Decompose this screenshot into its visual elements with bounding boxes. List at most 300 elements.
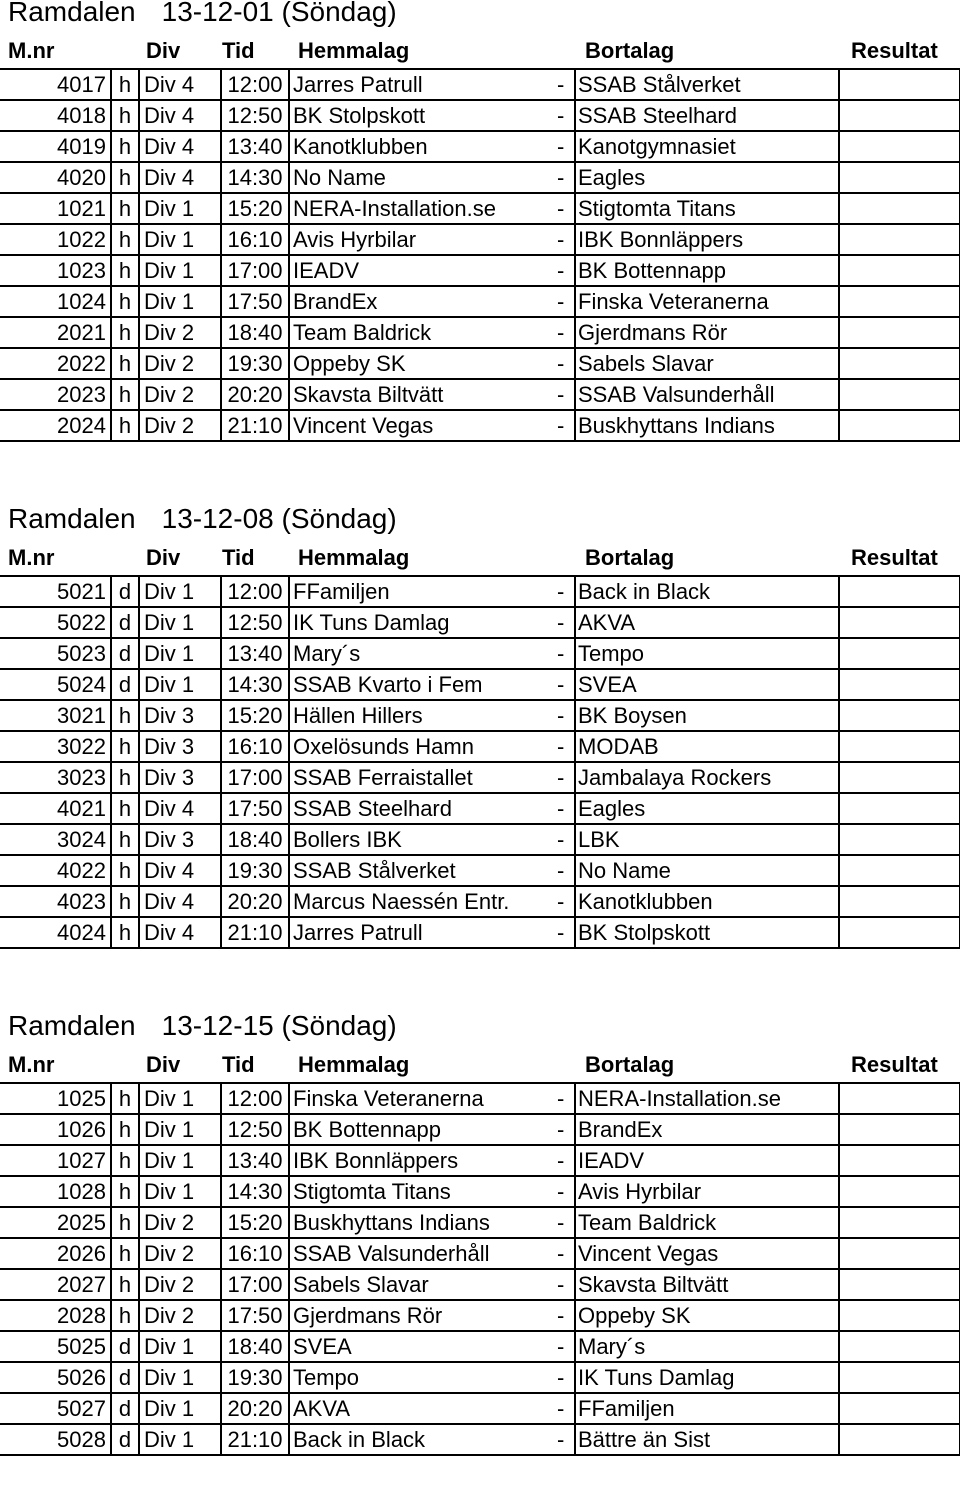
game-number: 1024 — [0, 286, 111, 317]
table-row — [0, 855, 960, 886]
game-time: 17:00 — [221, 762, 289, 793]
game-time: 19:30 — [221, 1362, 289, 1393]
table-row — [0, 1238, 960, 1269]
game-time: 20:20 — [221, 886, 289, 917]
separator: - — [553, 917, 575, 948]
home-team: Jarres Patrull — [289, 917, 553, 948]
away-team: MODAB — [575, 731, 839, 762]
venue-name: Ramdalen — [8, 503, 136, 534]
game-type: h — [111, 1083, 139, 1114]
header-hemmalag: Hemmalag — [298, 1052, 410, 1077]
separator: - — [553, 1331, 575, 1362]
game-time: 16:10 — [221, 1238, 289, 1269]
result-cell — [839, 1362, 960, 1393]
table-row — [0, 886, 960, 917]
game-number: 2025 — [0, 1207, 111, 1238]
games-table — [0, 1082, 960, 1456]
game-number: 1023 — [0, 255, 111, 286]
game-number: 2024 — [0, 410, 111, 441]
separator: - — [553, 700, 575, 731]
division: Div 1 — [139, 1393, 221, 1424]
division: Div 1 — [139, 1083, 221, 1114]
game-time: 17:50 — [221, 286, 289, 317]
table-row — [0, 193, 960, 224]
table-row — [0, 348, 960, 379]
game-time: 21:10 — [221, 410, 289, 441]
division: Div 3 — [139, 762, 221, 793]
games-table — [0, 575, 960, 949]
separator: - — [553, 1238, 575, 1269]
result-cell — [839, 379, 960, 410]
table-row — [0, 131, 960, 162]
header-resultat: Resultat — [851, 1052, 938, 1077]
table-row — [0, 576, 960, 607]
game-type: h — [111, 1114, 139, 1145]
home-team: BrandEx — [289, 286, 553, 317]
game-time: 20:20 — [221, 1393, 289, 1424]
game-time: 15:20 — [221, 1207, 289, 1238]
home-team: AKVA — [289, 1393, 553, 1424]
game-type: d — [111, 576, 139, 607]
result-cell — [839, 1238, 960, 1269]
home-team: BK Bottennapp — [289, 1114, 553, 1145]
header-bortalag: Bortalag — [585, 1052, 675, 1077]
game-time: 17:00 — [221, 1269, 289, 1300]
game-time: 13:40 — [221, 638, 289, 669]
separator: - — [553, 607, 575, 638]
home-team: Marcus Naessén Entr. — [289, 886, 553, 917]
game-number: 4020 — [0, 162, 111, 193]
separator: - — [553, 410, 575, 441]
game-time: 12:00 — [221, 69, 289, 100]
division: Div 3 — [139, 700, 221, 731]
separator: - — [553, 669, 575, 700]
table-row — [0, 1145, 960, 1176]
game-time: 21:10 — [221, 917, 289, 948]
home-team: Hällen Hillers — [289, 700, 553, 731]
away-team: Kanotgymnasiet — [575, 131, 839, 162]
away-team: Eagles — [575, 793, 839, 824]
game-type: h — [111, 131, 139, 162]
home-team: Mary´s — [289, 638, 553, 669]
separator: - — [553, 638, 575, 669]
result-cell — [839, 1176, 960, 1207]
table-row — [0, 638, 960, 669]
away-team: BK Bottennapp — [575, 255, 839, 286]
result-cell — [839, 731, 960, 762]
table-row — [0, 1176, 960, 1207]
home-team: Gjerdmans Rör — [289, 1300, 553, 1331]
game-number: 1021 — [0, 193, 111, 224]
home-team: IBK Bonnläppers — [289, 1145, 553, 1176]
away-team: Stigtomta Titans — [575, 193, 839, 224]
division: Div 4 — [139, 917, 221, 948]
game-type: h — [111, 286, 139, 317]
table-row — [0, 762, 960, 793]
header-nr: M.nr — [8, 1052, 55, 1077]
away-team: Tempo — [575, 638, 839, 669]
division: Div 2 — [139, 410, 221, 441]
date-label: 13-12-08 (Söndag) — [161, 503, 397, 534]
separator: - — [553, 1393, 575, 1424]
result-cell — [839, 69, 960, 100]
venue-name: Ramdalen — [8, 1010, 136, 1041]
result-cell — [839, 1083, 960, 1114]
result-cell — [839, 317, 960, 348]
game-type: h — [111, 224, 139, 255]
table-row — [0, 410, 960, 441]
table-row — [0, 824, 960, 855]
home-team: BK Stolpskott — [289, 100, 553, 131]
away-team: Team Baldrick — [575, 1207, 839, 1238]
game-time: 14:30 — [221, 162, 289, 193]
home-team: Tempo — [289, 1362, 553, 1393]
away-team: Buskhyttans Indians — [575, 410, 839, 441]
home-team: Avis Hyrbilar — [289, 224, 553, 255]
game-time: 12:50 — [221, 1114, 289, 1145]
game-number: 4018 — [0, 100, 111, 131]
division: Div 1 — [139, 224, 221, 255]
game-type: h — [111, 69, 139, 100]
result-cell — [839, 1331, 960, 1362]
away-team: BrandEx — [575, 1114, 839, 1145]
away-team: Mary´s — [575, 1331, 839, 1362]
game-number: 2026 — [0, 1238, 111, 1269]
game-number: 1026 — [0, 1114, 111, 1145]
separator: - — [553, 131, 575, 162]
separator: - — [553, 1424, 575, 1455]
table-row — [0, 1424, 960, 1455]
header-tid: Tid — [222, 545, 255, 570]
separator: - — [553, 255, 575, 286]
game-type: d — [111, 638, 139, 669]
header-hemmalag: Hemmalag — [298, 545, 410, 570]
game-time: 18:40 — [221, 317, 289, 348]
table-row — [0, 1300, 960, 1331]
game-number: 1022 — [0, 224, 111, 255]
game-type: d — [111, 1393, 139, 1424]
table-row — [0, 793, 960, 824]
away-team: Kanotklubben — [575, 886, 839, 917]
separator: - — [553, 69, 575, 100]
separator: - — [553, 348, 575, 379]
table-row — [0, 1207, 960, 1238]
away-team: Back in Black — [575, 576, 839, 607]
game-number: 1025 — [0, 1083, 111, 1114]
away-team: AKVA — [575, 607, 839, 638]
home-team: IK Tuns Damlag — [289, 607, 553, 638]
home-team: Skavsta Biltvätt — [289, 379, 553, 410]
separator: - — [553, 1207, 575, 1238]
game-type: h — [111, 917, 139, 948]
away-team: SSAB Valsunderhåll — [575, 379, 839, 410]
game-type: h — [111, 1300, 139, 1331]
game-number: 2028 — [0, 1300, 111, 1331]
game-type: d — [111, 669, 139, 700]
section-title — [8, 503, 397, 535]
result-cell — [839, 100, 960, 131]
table-row — [0, 1331, 960, 1362]
result-cell — [839, 1207, 960, 1238]
home-team: Back in Black — [289, 1424, 553, 1455]
result-cell — [839, 793, 960, 824]
result-cell — [839, 1145, 960, 1176]
result-cell — [839, 1114, 960, 1145]
separator: - — [553, 793, 575, 824]
game-number: 2027 — [0, 1269, 111, 1300]
away-team: SSAB Stålverket — [575, 69, 839, 100]
game-number: 4023 — [0, 886, 111, 917]
section-title — [8, 1010, 397, 1042]
game-time: 12:50 — [221, 607, 289, 638]
game-number: 3022 — [0, 731, 111, 762]
division: Div 2 — [139, 1238, 221, 1269]
separator: - — [553, 1176, 575, 1207]
result-cell — [839, 607, 960, 638]
result-cell — [839, 162, 960, 193]
result-cell — [839, 669, 960, 700]
division: Div 3 — [139, 824, 221, 855]
division: Div 1 — [139, 1424, 221, 1455]
game-time: 17:00 — [221, 255, 289, 286]
separator: - — [553, 1114, 575, 1145]
header-tid: Tid — [222, 38, 255, 63]
column-headers — [0, 541, 960, 575]
game-number: 5028 — [0, 1424, 111, 1455]
division: Div 1 — [139, 576, 221, 607]
away-team: BK Boysen — [575, 700, 839, 731]
header-div: Div — [146, 38, 181, 63]
game-type: d — [111, 1331, 139, 1362]
header-tid: Tid — [222, 1052, 255, 1077]
header-resultat: Resultat — [851, 38, 938, 63]
result-cell — [839, 1424, 960, 1455]
game-time: 18:40 — [221, 824, 289, 855]
table-row — [0, 1083, 960, 1114]
column-headers — [0, 1048, 960, 1082]
table-row — [0, 317, 960, 348]
away-team: SSAB Steelhard — [575, 100, 839, 131]
home-team: SSAB Ferraistallet — [289, 762, 553, 793]
game-type: h — [111, 317, 139, 348]
division: Div 3 — [139, 731, 221, 762]
result-cell — [839, 762, 960, 793]
game-number: 5023 — [0, 638, 111, 669]
away-team: Finska Veteranerna — [575, 286, 839, 317]
game-time: 20:20 — [221, 379, 289, 410]
separator: - — [553, 379, 575, 410]
game-time: 19:30 — [221, 855, 289, 886]
header-div: Div — [146, 1052, 181, 1077]
away-team: IEADV — [575, 1145, 839, 1176]
game-type: h — [111, 1145, 139, 1176]
home-team: Finska Veteranerna — [289, 1083, 553, 1114]
away-team: FFamiljen — [575, 1393, 839, 1424]
division: Div 2 — [139, 1207, 221, 1238]
game-type: h — [111, 824, 139, 855]
game-type: h — [111, 700, 139, 731]
result-cell — [839, 638, 960, 669]
separator: - — [553, 762, 575, 793]
division: Div 4 — [139, 100, 221, 131]
result-cell — [839, 917, 960, 948]
separator: - — [553, 855, 575, 886]
game-time: 17:50 — [221, 1300, 289, 1331]
game-time: 19:30 — [221, 348, 289, 379]
division: Div 1 — [139, 1176, 221, 1207]
game-type: h — [111, 1207, 139, 1238]
game-number: 2022 — [0, 348, 111, 379]
result-cell — [839, 886, 960, 917]
home-team: Sabels Slavar — [289, 1269, 553, 1300]
home-team: SSAB Stålverket — [289, 855, 553, 886]
header-bortalag: Bortalag — [585, 545, 675, 570]
away-team: SVEA — [575, 669, 839, 700]
home-team: Oxelösunds Hamn — [289, 731, 553, 762]
table-row — [0, 162, 960, 193]
game-time: 16:10 — [221, 224, 289, 255]
game-number: 5025 — [0, 1331, 111, 1362]
away-team: Oppeby SK — [575, 1300, 839, 1331]
game-number: 3024 — [0, 824, 111, 855]
result-cell — [839, 410, 960, 441]
division: Div 1 — [139, 1362, 221, 1393]
division: Div 1 — [139, 1331, 221, 1362]
home-team: Stigtomta Titans — [289, 1176, 553, 1207]
game-number: 5021 — [0, 576, 111, 607]
division: Div 1 — [139, 1145, 221, 1176]
home-team: Vincent Vegas — [289, 410, 553, 441]
result-cell — [839, 824, 960, 855]
away-team: Skavsta Biltvätt — [575, 1269, 839, 1300]
game-number: 5027 — [0, 1393, 111, 1424]
header-bortalag: Bortalag — [585, 38, 675, 63]
game-time: 13:40 — [221, 131, 289, 162]
game-time: 15:20 — [221, 700, 289, 731]
away-team: Sabels Slavar — [575, 348, 839, 379]
home-team: NERA-Installation.se — [289, 193, 553, 224]
game-number: 3021 — [0, 700, 111, 731]
division: Div 2 — [139, 317, 221, 348]
game-time: 21:10 — [221, 1424, 289, 1455]
away-team: NERA-Installation.se — [575, 1083, 839, 1114]
game-number: 1027 — [0, 1145, 111, 1176]
away-team: Bättre än Sist — [575, 1424, 839, 1455]
result-cell — [839, 286, 960, 317]
game-time: 12:00 — [221, 576, 289, 607]
game-type: h — [111, 100, 139, 131]
separator: - — [553, 824, 575, 855]
table-row — [0, 100, 960, 131]
separator: - — [553, 1269, 575, 1300]
away-team: LBK — [575, 824, 839, 855]
result-cell — [839, 131, 960, 162]
result-cell — [839, 700, 960, 731]
game-type: h — [111, 348, 139, 379]
game-number: 4021 — [0, 793, 111, 824]
date-label: 13-12-01 (Söndag) — [161, 0, 397, 27]
division: Div 2 — [139, 1300, 221, 1331]
game-type: h — [111, 855, 139, 886]
game-number: 4019 — [0, 131, 111, 162]
section-title — [8, 0, 397, 28]
result-cell — [839, 1269, 960, 1300]
away-team: IBK Bonnläppers — [575, 224, 839, 255]
division: Div 2 — [139, 348, 221, 379]
column-headers — [0, 34, 960, 68]
table-row — [0, 1269, 960, 1300]
separator: - — [553, 286, 575, 317]
result-cell — [839, 255, 960, 286]
game-type: h — [111, 731, 139, 762]
game-time: 12:50 — [221, 100, 289, 131]
separator: - — [553, 576, 575, 607]
division: Div 4 — [139, 855, 221, 886]
division: Div 1 — [139, 193, 221, 224]
separator: - — [553, 317, 575, 348]
game-number: 5024 — [0, 669, 111, 700]
game-number: 5022 — [0, 607, 111, 638]
separator: - — [553, 1145, 575, 1176]
division: Div 4 — [139, 886, 221, 917]
table-row — [0, 1114, 960, 1145]
game-number: 1028 — [0, 1176, 111, 1207]
date-label: 13-12-15 (Söndag) — [161, 1010, 397, 1041]
game-number: 4024 — [0, 917, 111, 948]
game-type: h — [111, 886, 139, 917]
game-type: d — [111, 1362, 139, 1393]
game-type: h — [111, 162, 139, 193]
header-resultat: Resultat — [851, 545, 938, 570]
game-type: d — [111, 607, 139, 638]
venue-name: Ramdalen — [8, 0, 136, 27]
separator: - — [553, 193, 575, 224]
table-row — [0, 69, 960, 100]
table-row — [0, 286, 960, 317]
away-team: Jambalaya Rockers — [575, 762, 839, 793]
game-number: 2021 — [0, 317, 111, 348]
home-team: Oppeby SK — [289, 348, 553, 379]
header-div: Div — [146, 545, 181, 570]
games-table — [0, 68, 960, 442]
game-time: 17:50 — [221, 793, 289, 824]
game-type: h — [111, 255, 139, 286]
home-team: SSAB Kvarto i Fem — [289, 669, 553, 700]
away-team: Gjerdmans Rör — [575, 317, 839, 348]
home-team: Bollers IBK — [289, 824, 553, 855]
table-row — [0, 224, 960, 255]
separator: - — [553, 1300, 575, 1331]
away-team: Vincent Vegas — [575, 1238, 839, 1269]
table-row — [0, 700, 960, 731]
game-type: h — [111, 793, 139, 824]
table-row — [0, 379, 960, 410]
header-nr: M.nr — [8, 38, 55, 63]
away-team: No Name — [575, 855, 839, 886]
division: Div 4 — [139, 793, 221, 824]
game-time: 13:40 — [221, 1145, 289, 1176]
division: Div 4 — [139, 69, 221, 100]
home-team: Team Baldrick — [289, 317, 553, 348]
division: Div 1 — [139, 638, 221, 669]
home-team: Buskhyttans Indians — [289, 1207, 553, 1238]
game-type: h — [111, 379, 139, 410]
result-cell — [839, 1393, 960, 1424]
separator: - — [553, 731, 575, 762]
away-team: BK Stolpskott — [575, 917, 839, 948]
away-team: Eagles — [575, 162, 839, 193]
home-team: FFamiljen — [289, 576, 553, 607]
